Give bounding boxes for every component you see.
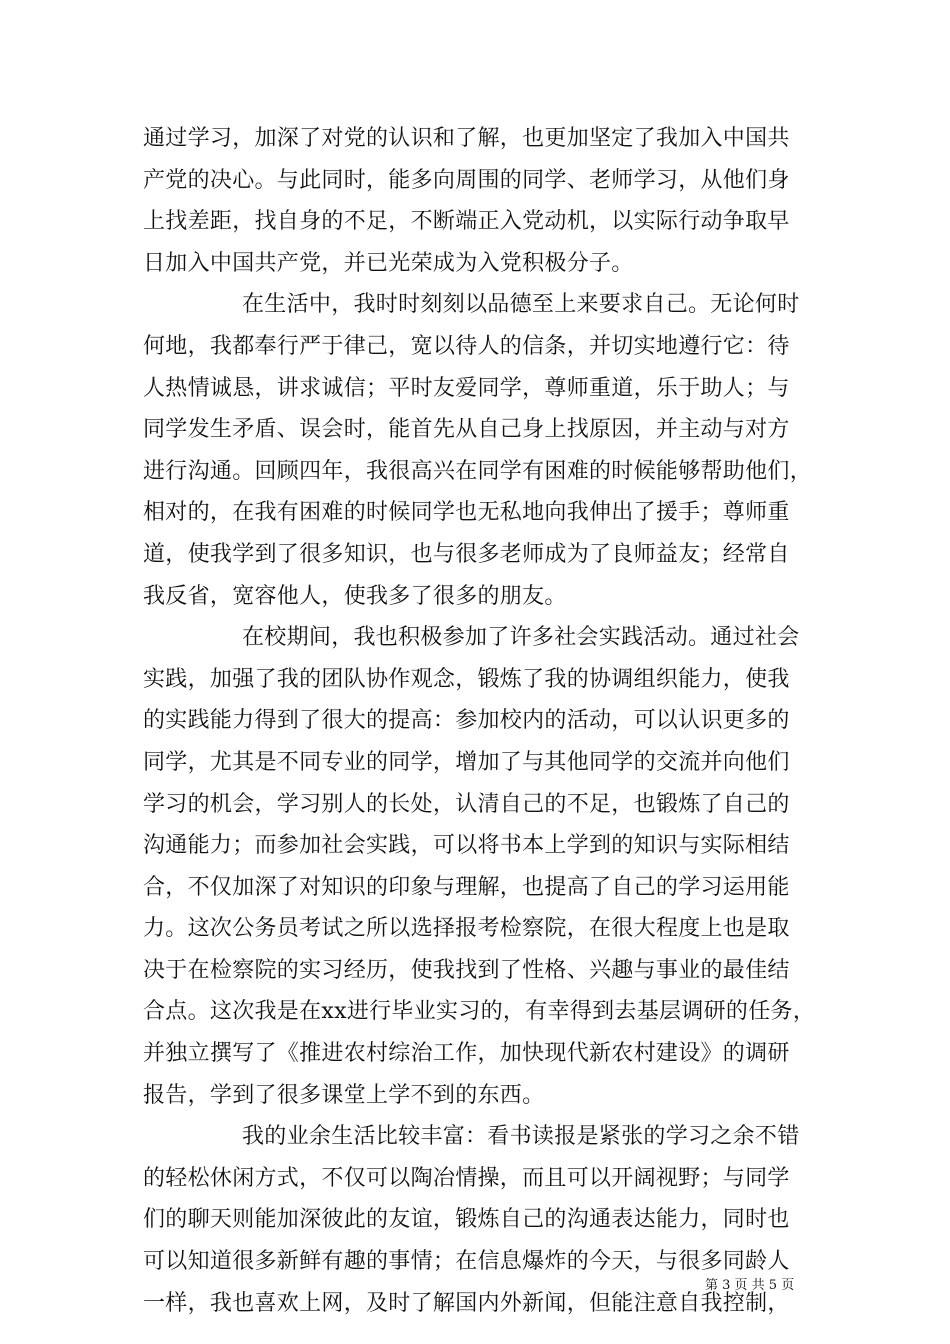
body-text: [143, 118, 816, 1324]
text-line: 学习的机会，学习别人的长处，认清自己的不足，也锻炼了自己的: [143, 791, 790, 817]
text-line: 何地，我都奉行严于律己，宽以待人的信条，并切实地遵行它：待: [143, 333, 790, 359]
text-line: 实践，加强了我的团队协作观念，锻炼了我的协调组织能力，使我: [143, 666, 790, 692]
text-line: 一样，我也喜欢上网，及时了解国内外新闻，但能注意自我控制，: [143, 1290, 790, 1316]
text-line: 沟通能力；而参加社会实践，可以将书本上学到的知识与实际相结: [143, 833, 790, 859]
text-line: 人热情诚恳，讲求诚信；平时友爱同学，尊师重道，乐于助人；与: [143, 375, 790, 401]
text-line: 们的聊天则能加深彼此的友谊，锻炼自己的沟通表达能力，同时也: [143, 1207, 790, 1233]
text-line: 并独立撰写了《推进农村综治工作，加快现代新农村建设》的调研: [143, 1041, 790, 1067]
text-line: 产党的决心。与此同时，能多向周围的同学、老师学习，从他们身: [143, 167, 790, 193]
text-line: 合点。这次我是在xx进行毕业实习的，有幸得到去基层调研的任务，: [143, 999, 816, 1025]
text-line: 日加入中国共产党，并已光荣成为入党积极分子。: [143, 250, 634, 276]
text-line: 通过学习，加深了对党的认识和了解，也更加坚定了我加入中国共: [143, 126, 790, 151]
text-line: 我反省，宽容他人，使我多了很多的朋友。: [143, 583, 567, 609]
paragraph-first-line: 在校期间，我也积极参加了许多社会实践活动。通过社会: [242, 625, 800, 651]
text-line: 道，使我学到了很多知识，也与很多老师成为了良师益友；经常自: [143, 541, 790, 567]
text-line: 的轻松休闲方式，不仅可以陶冶情操，而且可以开阔视野；与同学: [143, 1165, 790, 1191]
text-line: 同学发生矛盾、误会时，能首先从自己身上找原因，并主动与对方: [143, 417, 790, 443]
text-line: 可以知道很多新鲜有趣的事情；在信息爆炸的今天，与很多同龄人: [143, 1249, 790, 1275]
text-line: 合，不仅加深了对知识的印象与理解，也提高了自己的学习运用能: [143, 874, 790, 900]
text-line: 力。这次公务员考试之所以选择报考检察院，在很大程度上也是取: [143, 916, 790, 942]
text-line: 同学，尤其是不同专业的同学，增加了与其他同学的交流并向他们: [143, 749, 790, 775]
text-line: 决于在检察院的实习经历，使我找到了性格、兴趣与事业的最佳结: [143, 957, 790, 983]
text-line: 的实践能力得到了很大的提高：参加校内的活动，可以认识更多的: [143, 708, 790, 734]
paragraph-first-line: 在生活中，我时时刻刻以品德至上来要求自己。无论何时: [242, 292, 800, 318]
text-line: 相对的，在我有困难的时候同学也无私地向我伸出了援手；尊师重: [143, 500, 790, 526]
text-line: 上找差距，找自身的不足，不断端正入党动机，以实际行动争取早: [143, 209, 790, 235]
text-line: 进行沟通。回顾四年，我很高兴在同学有困难的时候能够帮助他们，: [143, 458, 813, 484]
text-line: 报告，学到了很多课堂上学不到的东西。: [143, 1082, 545, 1108]
paragraph-first-line: 我的业余生活比较丰富：看书读报是紧张的学习之余不错: [242, 1124, 800, 1150]
page-number: 第 3 页 共 5 页: [705, 1278, 795, 1293]
